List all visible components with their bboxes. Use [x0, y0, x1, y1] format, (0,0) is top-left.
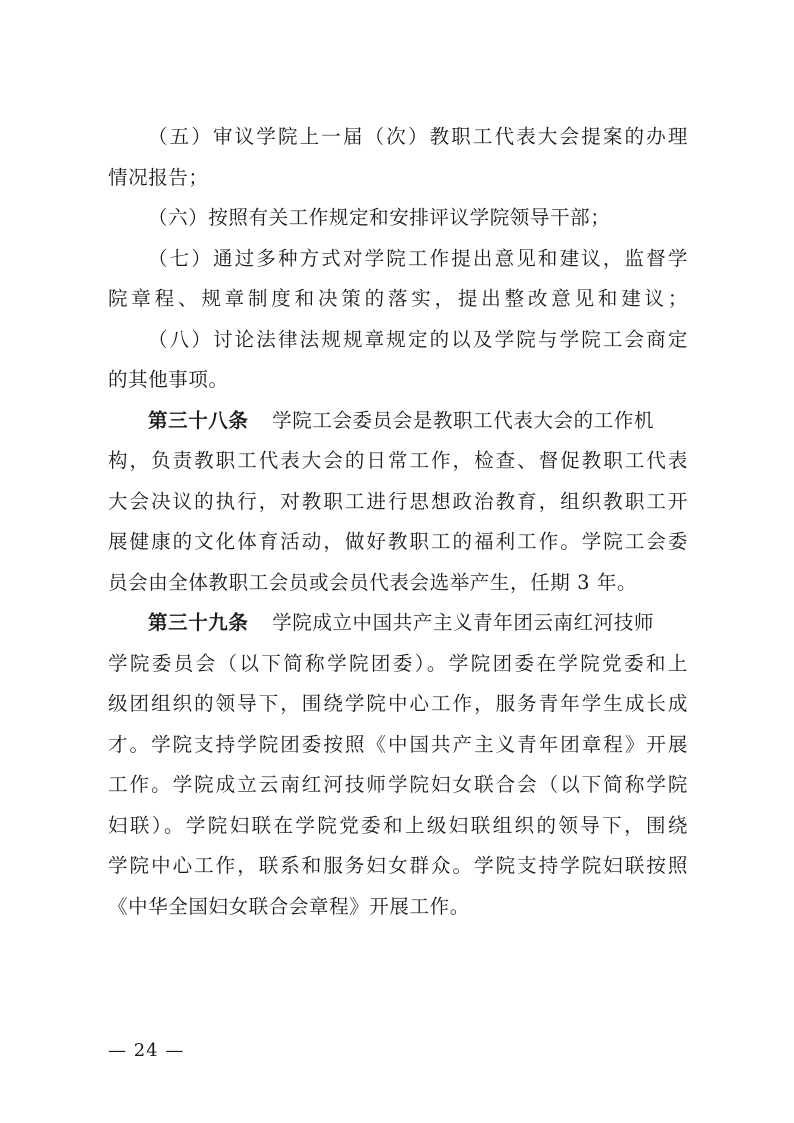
item-five-line-1: （五）审议学院上一届（次）教职工代表大会提案的办理 [148, 125, 688, 148]
article-39-heading: 第三十九条 [148, 611, 249, 634]
article-39-line-4: 才。学院支持学院团委按照《中国共产主义青年团章程》开展 [108, 732, 688, 756]
article-38-line-2: 构，负责教职工代表大会的日常工作，检查、督促教职工代表 [108, 449, 688, 472]
article-38-line-5: 员会由全体教职工会员或会员代表会选举产生，任期 3 年。 [108, 570, 638, 594]
item-eight-line-1: （八）讨论法律法规规章规定的以及学院与学院工会商定 [148, 327, 688, 351]
item-seven-line-2: 院章程、规章制度和决策的落实，提出整改意见和建议； [108, 287, 688, 310]
document-body [108, 117, 688, 927]
article-38-line-3: 大会决议的执行，对教职工进行思想政治教育，组织教职工开 [108, 489, 688, 513]
item-five-line-2: 情况报告； [108, 165, 209, 189]
article-39-first-text: 学院成立中国共产主义青年团云南红河技师 [272, 611, 655, 634]
item-eight-line-2: 的其他事项。 [108, 368, 229, 391]
page-number: — 24 — [108, 1040, 185, 1061]
article-38-first-text: 学院工会委员会是教职工代表大会的工作机 [272, 408, 655, 432]
article-39-line-6: 妇联）。学院妇联在学院党委和上级妇联组织的领导下，围绕 [108, 813, 688, 837]
article-39-line-3: 级团组织的领导下，围绕学院中心工作，服务青年学生成长成 [108, 692, 688, 715]
article-39-line-8: 《中华全国妇女联合会章程》开展工作。 [108, 894, 470, 918]
article-38-heading: 第三十八条 [148, 408, 249, 432]
item-seven-line-1: （七）通过多种方式对学院工作提出意见和建议，监督学 [148, 246, 688, 270]
article-38-line-4: 展健康的文化体育活动，做好教职工的福利工作。学院工会委 [108, 530, 688, 553]
article-38-first-line [108, 401, 688, 442]
article-39-line-5: 工作。学院成立云南红河技师学院妇女联合会（以下简称学院 [108, 773, 688, 796]
item-six-line-1: （六）按照有关工作规定和安排评议学院领导干部； [148, 206, 611, 229]
article-39-line-7: 学院中心工作，联系和服务妇女群众。学院支持学院妇联按照 [108, 854, 688, 877]
article-39-line-2: 学院委员会（以下简称学院团委）。学院团委在学院党委和上 [108, 651, 688, 675]
article-39-first-line [108, 603, 688, 644]
